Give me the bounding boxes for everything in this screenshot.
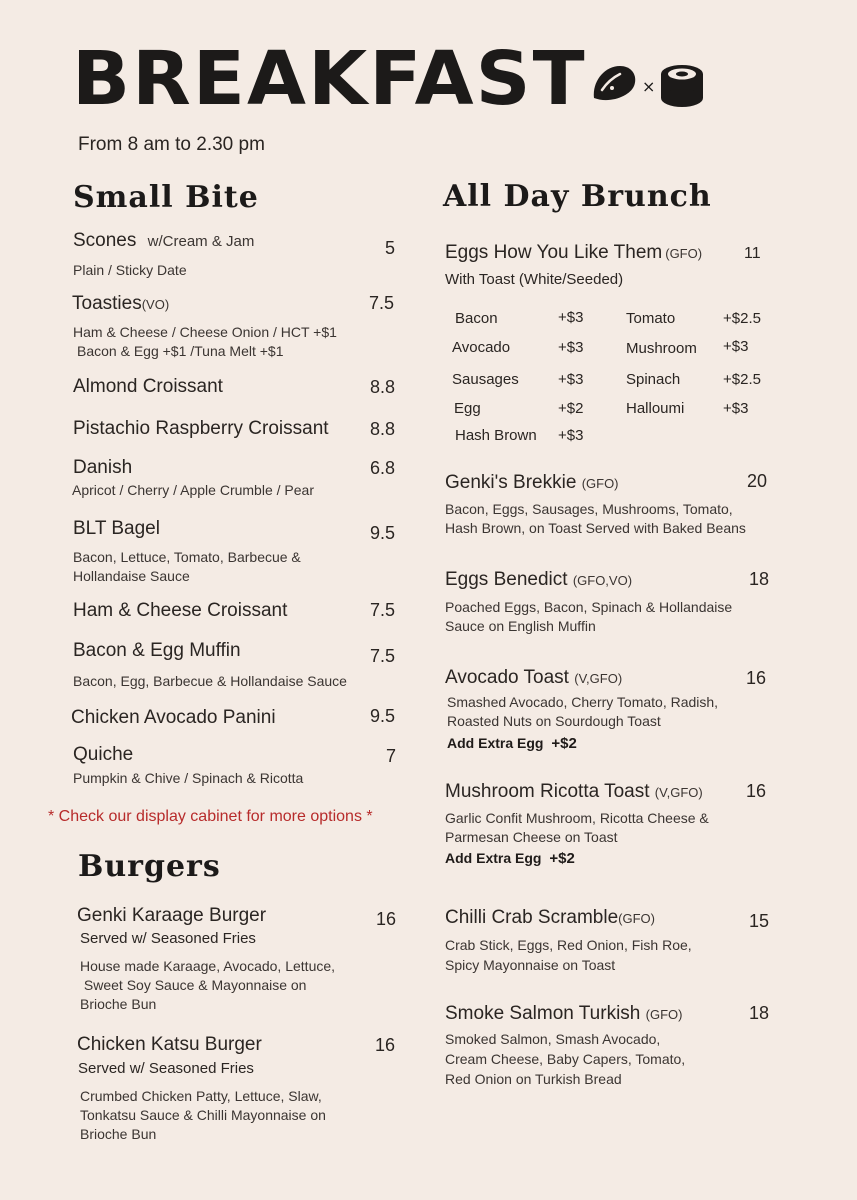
item-price: 7 xyxy=(386,746,397,766)
item-description: Cream Cheese, Baby Capers, Tomato, xyxy=(445,1051,686,1067)
item-name: Smoke Salmon Turkish (GFO) xyxy=(445,1003,683,1024)
addon-price: +$2 xyxy=(558,400,584,417)
item-name: BLT Bagel xyxy=(73,518,160,539)
item-subtitle: With Toast (White/Seeded) xyxy=(445,271,624,288)
burgers-heading: Burgers xyxy=(78,849,221,884)
item-price: 9.5 xyxy=(370,706,396,726)
item-price: 15 xyxy=(749,911,770,931)
item-subtitle: Served w/ Seasoned Fries xyxy=(80,930,256,947)
cross-mark: × xyxy=(642,77,656,96)
addon-name: Tomato xyxy=(626,310,676,327)
item-name: Chicken Avocado Panini xyxy=(71,707,276,728)
addon-name: Spinach xyxy=(626,371,681,388)
addon-name: Sausages xyxy=(452,371,519,388)
item-description: Smoked Salmon, Smash Avocado, xyxy=(445,1031,661,1047)
addon-name: Egg xyxy=(454,400,481,417)
item-name: Mushroom Ricotta Toast (V,GFO) xyxy=(445,781,703,802)
item-name: Almond Croissant xyxy=(73,376,223,397)
item-name: Bacon & Egg Muffin xyxy=(73,640,241,661)
item-description: Tonkatsu Sauce & Chilli Mayonnaise on xyxy=(80,1107,326,1123)
item-name: Genki Karaage Burger xyxy=(77,905,267,926)
item-description: Hash Brown, on Toast Served with Baked Beans xyxy=(445,520,746,536)
item-name: Scones w/Cream & Jam xyxy=(73,230,255,251)
item-name: Ham & Cheese Croissant xyxy=(73,600,288,621)
item-description: Plain / Sticky Date xyxy=(73,262,187,278)
item-name: Pistachio Raspberry Croissant xyxy=(73,418,329,439)
item-description: Bacon, Lettuce, Tomato, Barbecue & xyxy=(73,549,301,565)
item-name: Chilli Crab Scramble(GFO) xyxy=(445,907,655,928)
item-price: 7.5 xyxy=(370,646,396,666)
item-name: Eggs How You Like Them (GFO) xyxy=(445,242,703,263)
item-name: Genki's Brekkie (GFO) xyxy=(445,472,619,493)
item-price: 18 xyxy=(749,1003,770,1023)
addon-price: +$2.5 xyxy=(723,371,761,388)
item-description: Bacon & Egg +$1 /Tuna Melt +$1 xyxy=(77,343,284,359)
opening-hours: From 8 am to 2.30 pm xyxy=(78,134,265,155)
display-cabinet-note: * Check our display cabinet for more options * xyxy=(48,808,373,825)
item-description: Poached Eggs, Bacon, Spinach & Hollandaise xyxy=(445,599,733,615)
addon-name: Bacon xyxy=(455,310,498,327)
item-price: 8.8 xyxy=(370,377,396,397)
item-price: 8.8 xyxy=(370,419,396,439)
item-description: House made Karaage, Avocado, Lettuce, xyxy=(80,958,336,974)
addon-price: +$3 xyxy=(558,371,584,388)
item-description: Parmesan Cheese on Toast xyxy=(445,829,618,845)
item-price: 16 xyxy=(746,668,767,688)
item-description: Brioche Bun xyxy=(80,996,157,1012)
extra-egg-addon: Add Extra Egg +$2 xyxy=(445,850,575,867)
item-price: 7.5 xyxy=(369,293,395,313)
addon-price: +$2.5 xyxy=(723,310,761,327)
item-description: Sauce on English Muffin xyxy=(445,618,596,634)
item-name: Eggs Benedict (GFO,VO) xyxy=(445,569,633,590)
item-price: 16 xyxy=(375,1035,396,1055)
item-price: 16 xyxy=(376,909,397,929)
item-description: Spicy Mayonnaise on Toast xyxy=(445,957,616,973)
item-name: Chicken Katsu Burger xyxy=(77,1034,262,1055)
item-description: Brioche Bun xyxy=(80,1126,157,1142)
item-description: Bacon, Egg, Barbecue & Hollandaise Sauce xyxy=(73,673,347,689)
item-price: 11 xyxy=(744,245,761,262)
addon-price: +$3 xyxy=(558,427,584,444)
item-price: 16 xyxy=(746,781,767,801)
item-description: Crumbed Chicken Patty, Lettuce, Slaw, xyxy=(80,1088,322,1104)
item-name: Toasties(VO) xyxy=(72,293,170,314)
item-price: 9.5 xyxy=(370,523,396,543)
item-name: Danish xyxy=(73,457,133,478)
item-name: Avocado Toast (V,GFO) xyxy=(445,667,623,688)
extra-egg-addon: Add Extra Egg +$2 xyxy=(447,735,577,752)
addon-name: Hash Brown xyxy=(455,427,537,444)
item-description: Smashed Avocado, Cherry Tomato, Radish, xyxy=(447,694,719,710)
item-price: 6.8 xyxy=(370,458,396,478)
item-description: Pumpkin & Chive / Spinach & Ricotta xyxy=(73,770,304,786)
addon-price: +$3 xyxy=(723,338,749,355)
item-description: Crab Stick, Eggs, Red Onion, Fish Roe, xyxy=(445,937,692,953)
item-description: Sweet Soy Sauce & Mayonnaise on xyxy=(80,977,307,993)
item-price: 18 xyxy=(749,569,770,589)
brunch-heading: All Day Brunch xyxy=(443,179,712,214)
addon-price: +$3 xyxy=(558,339,584,356)
item-price: 20 xyxy=(747,471,768,491)
addon-price: +$3 xyxy=(558,309,584,326)
bread-icon xyxy=(594,66,635,100)
item-description: Red Onion on Turkish Bread xyxy=(445,1071,622,1087)
item-description: Garlic Confit Mushroom, Ricotta Cheese & xyxy=(445,810,709,826)
item-price: 5 xyxy=(385,238,396,258)
addon-name: Avocado xyxy=(452,339,511,356)
menu-title: BREAKFAST xyxy=(72,36,587,122)
item-description: Ham & Cheese / Cheese Onion / HCT +$1 xyxy=(73,324,337,340)
item-description: Hollandaise Sauce xyxy=(73,568,190,584)
item-description: Apricot / Cherry / Apple Crumble / Pear xyxy=(72,482,314,498)
sushi-roll-icon xyxy=(661,65,703,107)
item-subtitle: Served w/ Seasoned Fries xyxy=(78,1060,254,1077)
addon-price: +$3 xyxy=(723,400,749,417)
addon-name: Mushroom xyxy=(626,340,697,357)
item-price: 7.5 xyxy=(370,600,396,620)
item-name: Quiche xyxy=(73,744,134,765)
item-description: Roasted Nuts on Sourdough Toast xyxy=(447,713,661,729)
addon-name: Halloumi xyxy=(626,400,685,417)
item-description: Bacon, Eggs, Sausages, Mushrooms, Tomato, xyxy=(445,501,733,517)
small-bite-heading: Small Bite xyxy=(73,180,259,215)
logo xyxy=(590,60,705,110)
